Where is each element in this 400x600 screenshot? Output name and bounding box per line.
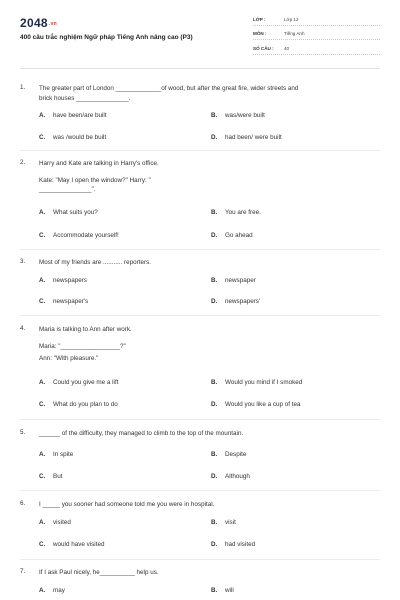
option-c[interactable]: C. But [39, 473, 63, 480]
logo-tld: .vn [48, 20, 58, 27]
question-number: 4. [20, 325, 26, 332]
question-line: If I ask Paul nicely, he__________ help us. [39, 569, 159, 576]
option-b[interactable]: B. You are free. [211, 209, 261, 216]
option-c[interactable]: C. Accommodate yourself! [39, 232, 119, 239]
option-a[interactable]: A. Could you give me a lift [39, 379, 119, 386]
option-b[interactable]: B. newspaper [211, 277, 256, 284]
option-a[interactable]: A. may [39, 587, 65, 594]
question-text [39, 429, 369, 439]
question-number: 3. [20, 258, 26, 265]
question-text [39, 258, 369, 268]
option-a[interactable]: A. visited [39, 519, 71, 526]
option-a[interactable]: A. What suits you? [39, 209, 98, 216]
question-line: Maria: "_________________?" [39, 342, 126, 350]
option-a[interactable]: A. have been/are built [39, 112, 107, 119]
question-separator [20, 559, 380, 560]
option-d[interactable]: D. newspapers' [211, 298, 261, 305]
question-number: 1. [20, 84, 26, 91]
page-title: 400 câu trắc nghiệm Ngữ pháp Tiếng Anh nâng cao (P3) [20, 34, 193, 41]
meta-divider [253, 54, 380, 55]
document-header [0, 0, 400, 66]
option-c[interactable]: C. was /would be built [39, 134, 107, 141]
question-line: ______ of the difficulty, they managed to climb to the top of the mountain. [39, 430, 244, 437]
option-b[interactable]: B. Despite [211, 451, 247, 458]
question-line: Ann: "With pleasure." [39, 355, 99, 362]
question-line: Harry and Kate are talking in Harry's office. [39, 160, 159, 167]
question-text [39, 84, 369, 103]
question-number: 2. [20, 159, 26, 166]
meta-row-class [253, 17, 380, 24]
option-b[interactable]: B. visit [211, 519, 236, 526]
question-line: _______________". [39, 186, 96, 193]
logo-text: 2048 [20, 16, 48, 30]
meta-divider [253, 39, 380, 40]
question-number: 7. [20, 568, 26, 575]
meta-label: SỐ CÂU : [253, 46, 274, 51]
meta-row-subject [253, 31, 380, 38]
option-d[interactable]: D. Would you like a cup of tea [211, 401, 301, 408]
option-d[interactable]: D. Although [211, 473, 250, 480]
question-text [39, 568, 369, 578]
option-a[interactable]: A. In spite [39, 451, 74, 458]
meta-divider [253, 25, 380, 26]
question-separator [20, 249, 380, 250]
meta-value: Tiếng Anh [284, 31, 305, 36]
question-line: Kate: "May I open the window?" Harry: " [39, 176, 151, 184]
meta-label: LỚP : [253, 17, 266, 22]
question-line: brick houses _______________. [39, 94, 131, 102]
option-a[interactable]: A. newspapers [39, 277, 87, 284]
question-line: I _____ you sooner had someone told me you were in hospital. [39, 501, 215, 508]
question-separator [20, 419, 380, 420]
meta-row-count [253, 46, 380, 53]
meta-label: MÔN : [253, 31, 267, 36]
option-b[interactable]: B. Would you mind if I smoked [211, 379, 303, 386]
site-logo[interactable] [20, 16, 57, 30]
question-text [39, 159, 369, 195]
option-d[interactable]: D. had been/ were built [211, 134, 282, 141]
option-c[interactable]: C. newspaper's [39, 298, 89, 305]
option-c[interactable]: C. would have visited [39, 541, 105, 548]
question-number: 5. [20, 429, 26, 436]
option-b[interactable]: B. was/were built [211, 112, 265, 119]
question-separator [20, 150, 380, 151]
option-d[interactable]: D. Go ahead [211, 232, 253, 239]
question-line: The greater part of London _____________of wood, but after the great fire, wider streets and [39, 85, 299, 92]
option-c[interactable]: C. What do you plan to do [39, 401, 118, 408]
option-d[interactable]: D. had visited [211, 541, 256, 548]
question-separator [20, 315, 380, 316]
question-number: 6. [20, 500, 26, 507]
header-divider [20, 68, 380, 69]
meta-value: Lớp 12 [284, 17, 299, 22]
option-b[interactable]: B. will [211, 587, 234, 594]
question-line: Most of my friends are ........... reporters. [39, 259, 151, 266]
question-separator [20, 490, 380, 491]
question-text [39, 325, 369, 364]
question-line: Maria is talking to Ann after work. [39, 326, 132, 333]
meta-value: 40 [284, 46, 290, 51]
question-text [39, 500, 369, 510]
